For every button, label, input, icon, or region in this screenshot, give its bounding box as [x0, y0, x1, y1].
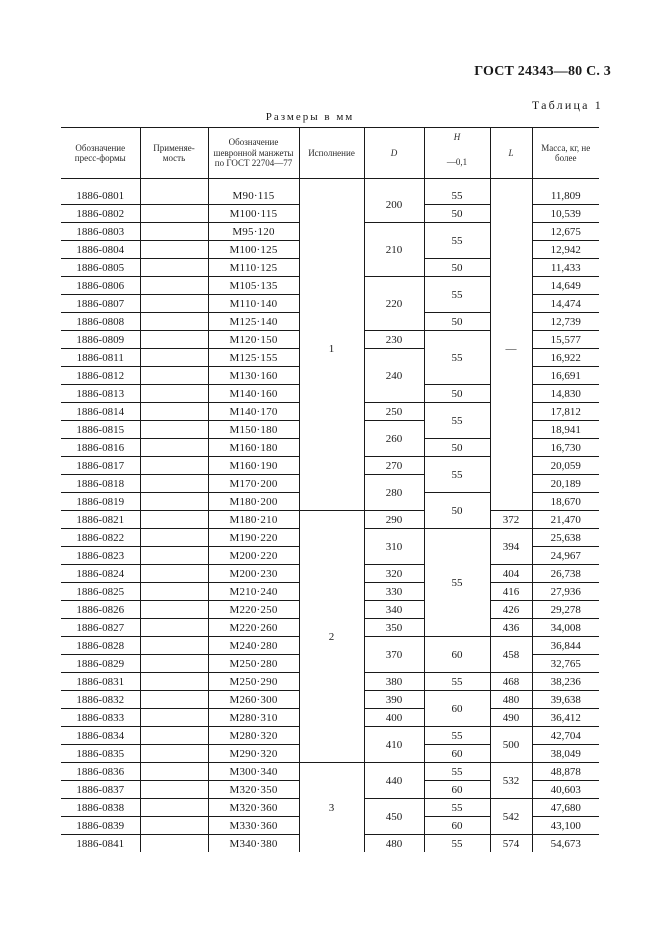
mold-designation-cell: 1886-0838 [61, 799, 140, 817]
h-value-cell: 55 [424, 223, 490, 259]
applicability-cell [140, 529, 208, 547]
cuff-designation-cell: М280·320 [208, 727, 299, 745]
mass-cell: 40,603 [532, 781, 599, 799]
cuff-designation-cell: М170·200 [208, 475, 299, 493]
applicability-cell [140, 385, 208, 403]
mass-cell: 20,189 [532, 475, 599, 493]
cuff-designation-cell: М300·340 [208, 763, 299, 781]
mass-cell: 38,236 [532, 673, 599, 691]
mold-designation-cell: 1886-0808 [61, 313, 140, 331]
cuff-designation-cell: М330·360 [208, 817, 299, 835]
table-body [61, 179, 599, 853]
applicability-cell [140, 745, 208, 763]
cuff-designation-cell: М110·125 [208, 259, 299, 277]
mass-cell: 14,474 [532, 295, 599, 313]
applicability-cell [140, 493, 208, 511]
d-value-cell: 280 [364, 475, 424, 511]
h-value-cell: 55 [424, 187, 490, 205]
cuff-designation-cell: М190·220 [208, 529, 299, 547]
mold-designation-cell: 1886-0812 [61, 367, 140, 385]
mass-cell: 24,967 [532, 547, 599, 565]
table-spacer-row [61, 179, 599, 188]
mass-cell: 20,059 [532, 457, 599, 475]
mass-cell: 12,942 [532, 241, 599, 259]
d-value-cell: 290 [364, 511, 424, 529]
version-cell: 1 [299, 187, 364, 511]
d-value-cell: 400 [364, 709, 424, 727]
mass-cell: 47,680 [532, 799, 599, 817]
mold-designation-cell: 1886-0815 [61, 421, 140, 439]
d-value-cell: 320 [364, 565, 424, 583]
mass-cell: 16,922 [532, 349, 599, 367]
applicability-cell [140, 457, 208, 475]
applicability-cell [140, 709, 208, 727]
mass-cell: 43,100 [532, 817, 599, 835]
spacer-cell [299, 179, 364, 188]
h-value-cell: 60 [424, 745, 490, 763]
d-value-cell: 380 [364, 673, 424, 691]
spacer-cell [532, 179, 599, 188]
mold-designation-cell: 1886-0802 [61, 205, 140, 223]
cuff-designation-cell: М140·160 [208, 385, 299, 403]
dimensions-table [61, 127, 599, 852]
applicability-cell [140, 223, 208, 241]
d-value-cell: 310 [364, 529, 424, 565]
d-value-cell: 440 [364, 763, 424, 799]
h-value-cell: 55 [424, 835, 490, 853]
applicability-cell [140, 565, 208, 583]
mold-designation-cell: 1886-0813 [61, 385, 140, 403]
d-value-cell: 200 [364, 187, 424, 223]
cuff-designation-cell: М340·380 [208, 835, 299, 853]
mold-designation-cell: 1886-0822 [61, 529, 140, 547]
applicability-cell [140, 727, 208, 745]
mold-designation-cell: 1886-0825 [61, 583, 140, 601]
cuff-designation-cell: М130·160 [208, 367, 299, 385]
h-value-cell: 55 [424, 457, 490, 493]
cuff-designation-cell: М260·300 [208, 691, 299, 709]
applicability-cell [140, 763, 208, 781]
cuff-designation-cell: М220·250 [208, 601, 299, 619]
mass-cell: 16,730 [532, 439, 599, 457]
h-value-cell: 60 [424, 691, 490, 727]
h-value-cell: 55 [424, 277, 490, 313]
cuff-designation-cell: М180·210 [208, 511, 299, 529]
h-value-cell: 50 [424, 259, 490, 277]
cuff-designation-cell: М200·230 [208, 565, 299, 583]
d-value-cell: 390 [364, 691, 424, 709]
h-value-cell: 55 [424, 673, 490, 691]
l-value-cell: 480 [490, 691, 532, 709]
applicability-cell [140, 511, 208, 529]
mold-designation-cell: 1886-0821 [61, 511, 140, 529]
applicability-cell [140, 295, 208, 313]
l-value-cell: 500 [490, 727, 532, 763]
column-header-mass: Масса, кг, не более [532, 128, 599, 179]
mold-designation-cell: 1886-0839 [61, 817, 140, 835]
table-row [61, 763, 599, 781]
cuff-designation-cell: М250·280 [208, 655, 299, 673]
mold-designation-cell: 1886-0807 [61, 295, 140, 313]
applicability-cell [140, 799, 208, 817]
mass-cell: 18,941 [532, 421, 599, 439]
cuff-designation-cell: М140·170 [208, 403, 299, 421]
mold-designation-cell: 1886-0814 [61, 403, 140, 421]
l-value-cell: 372 [490, 511, 532, 529]
spacer-cell [61, 179, 140, 188]
applicability-cell [140, 583, 208, 601]
l-value-cell: 490 [490, 709, 532, 727]
mass-cell: 17,812 [532, 403, 599, 421]
h-value-cell: 50 [424, 493, 490, 529]
applicability-cell [140, 691, 208, 709]
cuff-designation-cell: М90·115 [208, 187, 299, 205]
mold-designation-cell: 1886-0828 [61, 637, 140, 655]
cuff-designation-cell: М120·150 [208, 331, 299, 349]
cuff-designation-cell: М320·350 [208, 781, 299, 799]
cuff-designation-cell: М100·115 [208, 205, 299, 223]
applicability-cell [140, 601, 208, 619]
d-value-cell: 250 [364, 403, 424, 421]
mold-designation-cell: 1886-0832 [61, 691, 140, 709]
spacer-cell [364, 179, 424, 188]
mold-designation-cell: 1886-0837 [61, 781, 140, 799]
applicability-cell [140, 367, 208, 385]
h-value-cell: 55 [424, 529, 490, 637]
h-value-cell: 55 [424, 799, 490, 817]
cuff-designation-cell: М290·320 [208, 745, 299, 763]
mass-cell: 39,638 [532, 691, 599, 709]
cuff-designation-cell: М110·140 [208, 295, 299, 313]
applicability-cell [140, 619, 208, 637]
cuff-designation-cell: М150·180 [208, 421, 299, 439]
d-value-cell: 370 [364, 637, 424, 673]
mass-cell: 26,738 [532, 565, 599, 583]
table-row [61, 511, 599, 529]
column-header-mold: Обозначение пресс-формы [61, 128, 140, 179]
mold-designation-cell: 1886-0805 [61, 259, 140, 277]
spacer-cell [424, 179, 490, 188]
column-header-h [424, 128, 490, 179]
mold-designation-cell: 1886-0824 [61, 565, 140, 583]
mass-cell: 14,830 [532, 385, 599, 403]
d-value-cell: 240 [364, 349, 424, 403]
h-value-cell: 60 [424, 781, 490, 799]
l-value-cell: — [490, 187, 532, 511]
mold-designation-cell: 1886-0816 [61, 439, 140, 457]
applicability-cell [140, 781, 208, 799]
l-value-cell: 404 [490, 565, 532, 583]
applicability-cell [140, 187, 208, 205]
mold-designation-cell: 1886-0818 [61, 475, 140, 493]
mass-cell: 15,577 [532, 331, 599, 349]
column-header-cuff: Обозначение шевронной манжеты по ГОСТ 22704—77 [208, 128, 299, 179]
applicability-cell [140, 259, 208, 277]
column-header-h-symbol: H [453, 132, 461, 142]
mass-cell: 34,008 [532, 619, 599, 637]
applicability-cell [140, 817, 208, 835]
table-row [61, 187, 599, 205]
spacer-cell [140, 179, 208, 188]
cuff-designation-cell: М160·190 [208, 457, 299, 475]
l-value-cell: 574 [490, 835, 532, 853]
d-value-cell: 210 [364, 223, 424, 277]
cuff-designation-cell: М105·135 [208, 277, 299, 295]
document-page-header: ГОСТ 24343—80 С. 3 [474, 64, 611, 79]
mass-cell: 11,433 [532, 259, 599, 277]
mold-designation-cell: 1886-0836 [61, 763, 140, 781]
mold-designation-cell: 1886-0823 [61, 547, 140, 565]
column-header-h-tolerance: —0,1 [446, 157, 468, 167]
column-header-applicability: Применяе-мость [140, 128, 208, 179]
mold-designation-cell: 1886-0829 [61, 655, 140, 673]
cuff-designation-cell: М220·260 [208, 619, 299, 637]
mass-cell: 42,704 [532, 727, 599, 745]
l-value-cell: 394 [490, 529, 532, 565]
mass-cell: 29,278 [532, 601, 599, 619]
mass-cell: 14,649 [532, 277, 599, 295]
column-header-d: D [364, 128, 424, 179]
mass-cell: 12,675 [532, 223, 599, 241]
h-value-cell: 50 [424, 439, 490, 457]
mass-cell: 18,670 [532, 493, 599, 511]
cuff-designation-cell: М160·180 [208, 439, 299, 457]
h-value-cell: 55 [424, 727, 490, 745]
h-value-cell: 50 [424, 385, 490, 403]
d-value-cell: 480 [364, 835, 424, 853]
l-value-cell: 532 [490, 763, 532, 799]
d-value-cell: 220 [364, 277, 424, 331]
mass-cell: 21,470 [532, 511, 599, 529]
mold-designation-cell: 1886-0804 [61, 241, 140, 259]
l-value-cell: 542 [490, 799, 532, 835]
mass-cell: 36,412 [532, 709, 599, 727]
applicability-cell [140, 403, 208, 421]
mass-cell: 38,049 [532, 745, 599, 763]
cuff-designation-cell: М200·220 [208, 547, 299, 565]
mass-cell: 25,638 [532, 529, 599, 547]
mass-cell: 32,765 [532, 655, 599, 673]
mass-cell: 10,539 [532, 205, 599, 223]
d-value-cell: 410 [364, 727, 424, 763]
h-value-cell: 60 [424, 817, 490, 835]
cuff-designation-cell: М125·155 [208, 349, 299, 367]
applicability-cell [140, 277, 208, 295]
applicability-cell [140, 637, 208, 655]
mold-designation-cell: 1886-0833 [61, 709, 140, 727]
l-value-cell: 458 [490, 637, 532, 673]
cuff-designation-cell: М95·120 [208, 223, 299, 241]
l-value-cell: 426 [490, 601, 532, 619]
l-value-cell: 436 [490, 619, 532, 637]
applicability-cell [140, 349, 208, 367]
h-value-cell: 55 [424, 403, 490, 439]
h-value-cell: 60 [424, 637, 490, 673]
applicability-cell [140, 673, 208, 691]
mass-cell: 48,878 [532, 763, 599, 781]
applicability-cell [140, 655, 208, 673]
version-cell: 3 [299, 763, 364, 853]
h-value-cell: 50 [424, 313, 490, 331]
column-header-version: Исполнение [299, 128, 364, 179]
cuff-designation-cell: М280·310 [208, 709, 299, 727]
version-cell: 2 [299, 511, 364, 763]
mold-designation-cell: 1886-0835 [61, 745, 140, 763]
applicability-cell [140, 439, 208, 457]
column-header-l: L [490, 128, 532, 179]
applicability-cell [140, 547, 208, 565]
d-value-cell: 270 [364, 457, 424, 475]
applicability-cell [140, 205, 208, 223]
d-value-cell: 350 [364, 619, 424, 637]
mold-designation-cell: 1886-0834 [61, 727, 140, 745]
mass-cell: 36,844 [532, 637, 599, 655]
table-number: Таблица 1 [531, 98, 603, 112]
cuff-designation-cell: М210·240 [208, 583, 299, 601]
mass-cell: 11,809 [532, 187, 599, 205]
applicability-cell [140, 835, 208, 853]
d-value-cell: 260 [364, 421, 424, 457]
mold-designation-cell: 1886-0803 [61, 223, 140, 241]
applicability-cell [140, 241, 208, 259]
cuff-designation-cell: М320·360 [208, 799, 299, 817]
spacer-cell [490, 179, 532, 188]
cuff-designation-cell: М100·125 [208, 241, 299, 259]
mold-designation-cell: 1886-0827 [61, 619, 140, 637]
h-value-cell: 55 [424, 763, 490, 781]
mold-designation-cell: 1886-0826 [61, 601, 140, 619]
applicability-cell [140, 475, 208, 493]
table-caption: Размеры в мм [265, 111, 355, 123]
d-value-cell: 330 [364, 583, 424, 601]
cuff-designation-cell: М125·140 [208, 313, 299, 331]
applicability-cell [140, 421, 208, 439]
applicability-cell [140, 331, 208, 349]
mass-cell: 12,739 [532, 313, 599, 331]
spacer-cell [208, 179, 299, 188]
mold-designation-cell: 1886-0806 [61, 277, 140, 295]
mold-designation-cell: 1886-0809 [61, 331, 140, 349]
mass-cell: 54,673 [532, 835, 599, 853]
d-value-cell: 340 [364, 601, 424, 619]
mass-cell: 16,691 [532, 367, 599, 385]
cuff-designation-cell: М240·280 [208, 637, 299, 655]
h-value-cell: 50 [424, 205, 490, 223]
d-value-cell: 450 [364, 799, 424, 835]
d-value-cell: 230 [364, 331, 424, 349]
mold-designation-cell: 1886-0831 [61, 673, 140, 691]
h-value-cell: 55 [424, 331, 490, 385]
applicability-cell [140, 313, 208, 331]
cuff-designation-cell: М180·200 [208, 493, 299, 511]
mass-cell: 27,936 [532, 583, 599, 601]
l-value-cell: 416 [490, 583, 532, 601]
cuff-designation-cell: М250·290 [208, 673, 299, 691]
mold-designation-cell: 1886-0819 [61, 493, 140, 511]
l-value-cell: 468 [490, 673, 532, 691]
mold-designation-cell: 1886-0801 [76, 189, 125, 202]
mold-designation-cell: 1886-0817 [61, 457, 140, 475]
mold-designation-cell: 1886-0841 [61, 835, 140, 853]
mold-designation-cell: 1886-0811 [61, 349, 140, 367]
